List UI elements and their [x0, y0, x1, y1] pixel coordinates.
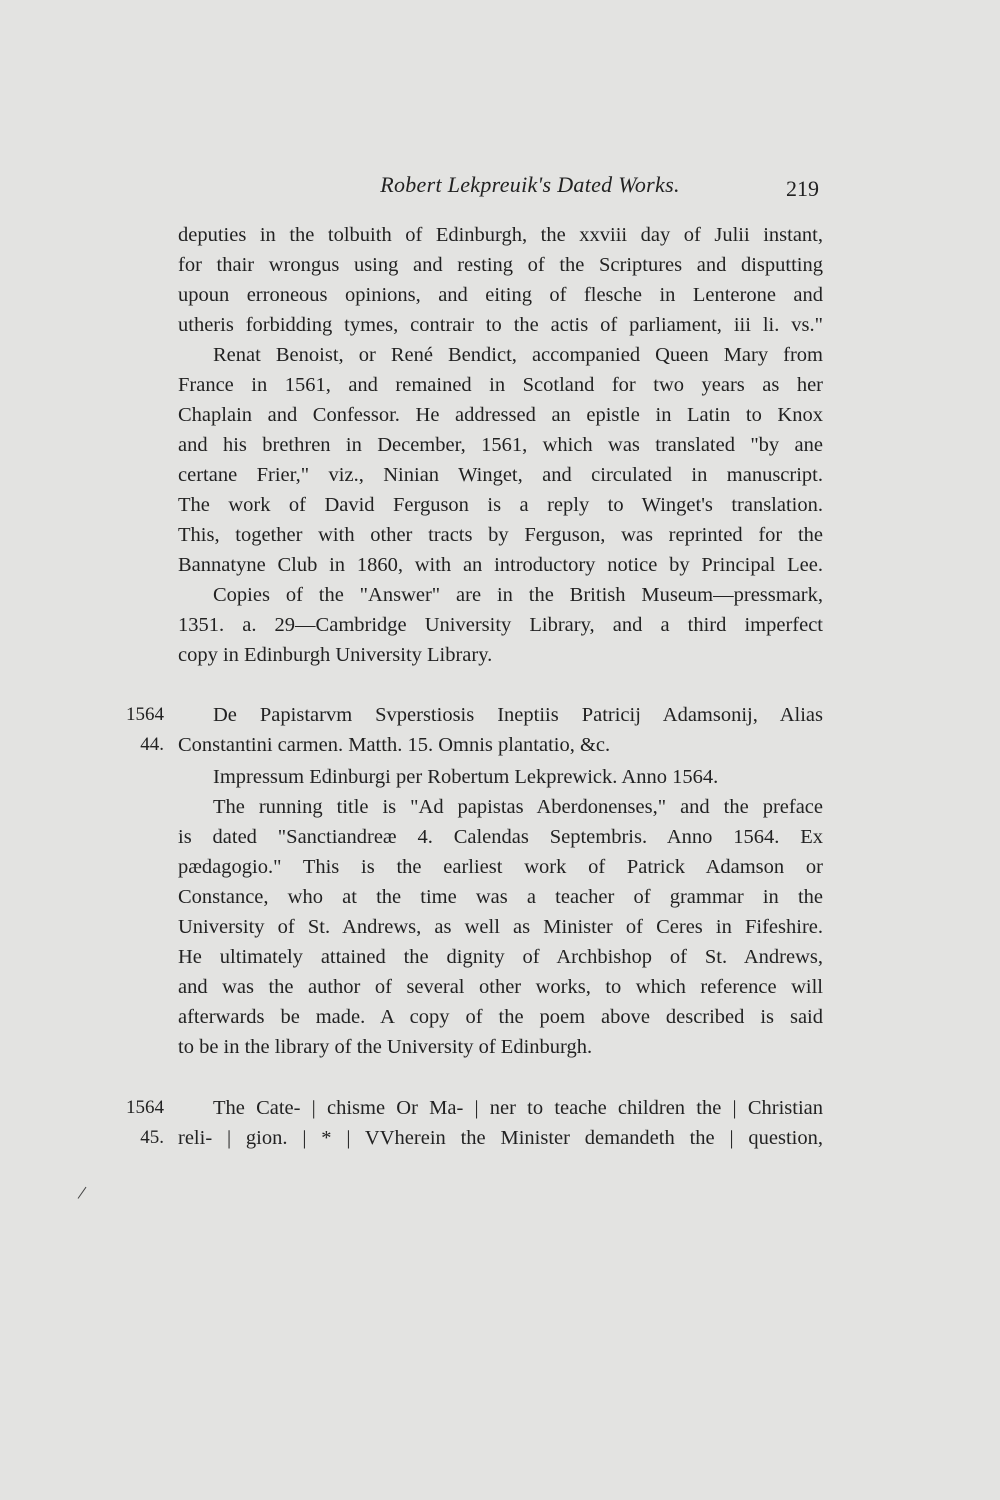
text-line: 1351. a. 29—Cambridge University Library, and a third imperfect	[178, 614, 823, 636]
text-line: He ultimately attained the dignity of Archbishop of St. Andrews,	[178, 946, 823, 968]
entry-title-line: Constantini carmen. Matth. 15. Omnis plantatio, &c.	[178, 734, 611, 756]
text-line: and his brethren in December, 1561, which was translated "by ane	[178, 434, 823, 456]
text-line: for thair wrongus using and resting of the Scriptures and disputting	[178, 254, 823, 276]
text-line: to be in the library of the University of Edinburgh.	[178, 1036, 593, 1058]
margin-entry-number: 45.	[140, 1127, 164, 1148]
text-line: The work of David Ferguson is a reply to Winget's translation.	[178, 494, 823, 516]
text-line: Copies of the "Answer" are in the British Museum—pressmark,	[213, 584, 823, 606]
text-line: is dated "Sanctiandreæ 4. Calendas Septembris. Anno 1564. Ex	[178, 826, 823, 848]
text-line: This, together with other tracts by Ferguson, was reprinted for the	[178, 524, 823, 546]
text-line: and was the author of several other works, to which reference will	[178, 976, 823, 998]
entry-title-line: The Cate- | chisme Or Ma- | ner to teache children the | Christian	[213, 1097, 823, 1119]
margin-entry-number: 44.	[140, 734, 164, 755]
text-line: The running title is "Ad papistas Aberdonenses," and the preface	[213, 796, 823, 818]
text-line: Renat Benoist, or René Bendict, accompanied Queen Mary from	[213, 344, 823, 366]
imprint-line: Impressum Edinburgi per Robertum Lekprewick. Anno 1564.	[213, 766, 719, 788]
text-line: Bannatyne Club in 1860, with an introductory notice by Principal Lee.	[178, 554, 823, 576]
text-line: afterwards be made. A copy of the poem above described is said	[178, 1006, 823, 1028]
entry-title-line: De Papistarvm Svperstiosis Ineptiis Patricij Adamsonij, Alias	[213, 704, 823, 726]
text-line: utheris forbidding tymes, contrair to the actis of parliament, iii li. vs."	[178, 314, 823, 336]
text-line: University of St. Andrews, as well as Minister of Ceres in Fifeshire.	[178, 916, 823, 938]
text-line: pædagogio." This is the earliest work of Patrick Adamson or	[178, 856, 823, 878]
pencil-mark	[78, 1187, 87, 1199]
text-line: certane Frier," viz., Ninian Winget, and circulated in manuscript.	[178, 464, 823, 486]
entry-title-line: reli- | gion. | * | VVherein the Minister demandeth the | question,	[178, 1127, 823, 1149]
margin-year: 1564	[126, 1097, 164, 1118]
text-line: Constance, who at the time was a teacher of grammar in the	[178, 886, 823, 908]
text-line: copy in Edinburgh University Library.	[178, 644, 493, 666]
text-line: deputies in the tolbuith of Edinburgh, the xxviii day of Julii instant,	[178, 224, 823, 246]
text-line: upoun erroneous opinions, and eiting of flesche in Lenterone and	[178, 284, 823, 306]
running-header-title: Robert Lekpreuik's Dated Works.	[380, 172, 680, 197]
text-line: Chaplain and Confessor. He addressed an epistle in Latin to Knox	[178, 404, 823, 426]
margin-year: 1564	[126, 704, 164, 725]
text-line: France in 1561, and remained in Scotland for two years as her	[178, 374, 823, 396]
page-number: 219	[786, 176, 819, 201]
